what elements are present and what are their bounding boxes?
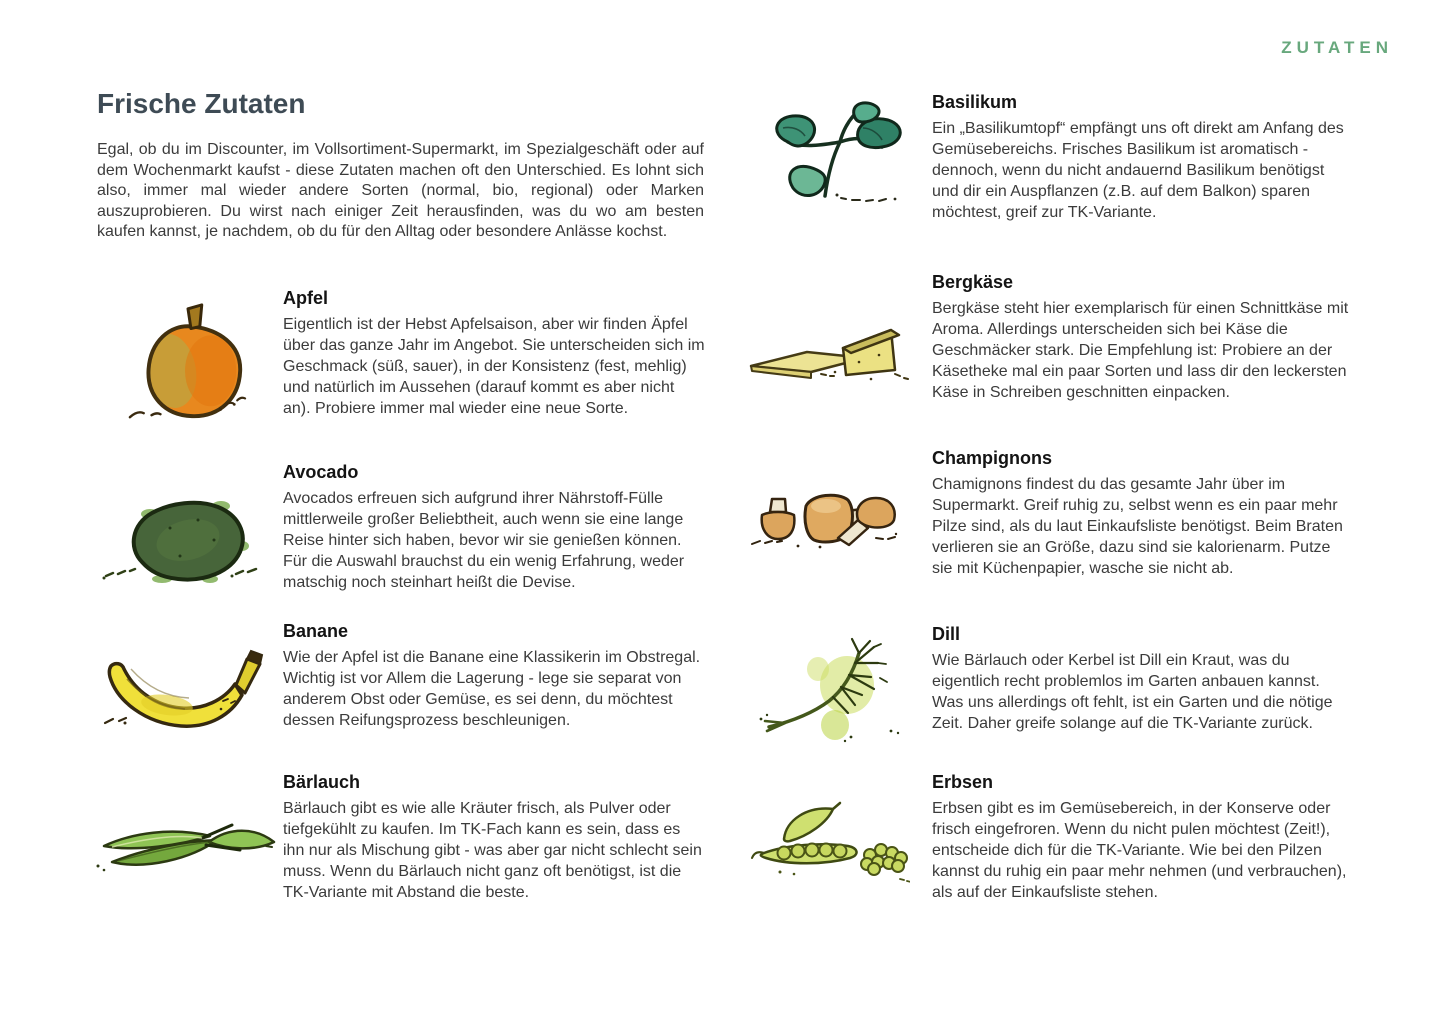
entry-text: Avocados erfreuen sich aufgrund ihrer Nährstoff-Fülle mittlerweile großer Beliebtheit, auch wenn sie eine lange Reise hinter sich haben, bevor wir sie genießen können. Für die Auswahl brauchst du ein wenig Erfahrung, weder matschig noch steinhart heißt die Devise.	[283, 490, 685, 591]
page-header-label: ZUTATEN	[1281, 38, 1393, 57]
entry-text: Wie der Apfel ist die Banane eine Klassikerin im Obstregal. Wichtig ist vor Allem die Lagerung - lege sie separat von anderem Obst oder Gemüse, es sei denn, du möchtest dessen Reifungsprozess beschleunigen.	[283, 649, 701, 729]
entry-text: Erbsen gibt es im Gemüsebereich, in der Konserve oder frisch eingefroren. Wenn du nicht pulen möchtest (Zeit!), entscheide dich für die TK-Variante. Wie bei den Pilzen kannst du ruhig ein paar mehr nehmen (und verbrauchen), als auf der Einkaufsliste stehen.	[932, 800, 1347, 901]
entry-title: Dill	[932, 624, 961, 644]
entry-text: Chamignons findest du das gesamte Jahr über im Supermarkt. Greif ruhig zu, selbst wenn es ein paar mehr Pilze sind, als du laut Einkaufsliste benötigst. Beim Braten verlieren sie an Größe, dazu sind sie kalorienarm. Putze sie mit Küchenpapier, wasche sie nicht ab.	[932, 476, 1343, 577]
entry-apfel	[283, 288, 705, 419]
cheese-illustration-icon	[745, 310, 915, 390]
entry-avocado	[283, 462, 705, 593]
entry-bergkaese	[932, 272, 1352, 403]
entry-title: Champignons	[932, 448, 1052, 468]
banana-illustration-icon	[95, 635, 265, 735]
entry-text: Eigentlich ist der Hebst Apfelsaison, aber wir finden Äpfel über das ganze Jahr im Angebot. Sie unterscheiden sich im Geschmack (süß, sauer), in der Konsistenz (fest, mehlig) und natürlich im Aussehen (darauf kommt es aber nicht an). Probiere immer mal wieder eine neue Sorte.	[283, 316, 705, 417]
entry-erbsen	[932, 772, 1352, 903]
entry-champignons	[932, 448, 1352, 579]
entry-title: Avocado	[283, 462, 359, 482]
entry-title: Erbsen	[932, 772, 994, 792]
entry-banane	[283, 621, 705, 731]
basil-illustration-icon	[755, 100, 905, 210]
intro-paragraph: Egal, ob du im Discounter, im Vollsortiment-Supermarkt, im Spezialgeschäft oder auf dem Wochenmarkt kaufst - diese Zutaten machen oft den Unterschied. Es lohnt sich also, immer mal wieder andere Sorten (normal, bio, regional) oder Marken auszuprobieren. Du wirst nach einiger Zeit herausfinden, was du wo am besten kaufen kannst, je nachdem, ob du für den Alltag oder besondere Anlässe kochst.	[97, 141, 704, 241]
entry-title: Basilikum	[932, 92, 1018, 112]
avocado-illustration-icon	[100, 480, 270, 590]
entry-basilikum	[932, 92, 1352, 223]
entry-title: Banane	[283, 621, 349, 641]
entry-title: Bergkäse	[932, 272, 1014, 292]
dill-illustration-icon	[755, 633, 905, 745]
page-title: Frische Zutaten	[97, 88, 306, 119]
entry-baerlauch	[283, 772, 705, 903]
entry-text: Bergkäse steht hier exemplarisch für einen Schnittkäse mit Aroma. Allerdings unterscheiden sich bei Käse die Geschmäcker stark. Die Empfehlung ist: Probiere an der Käsetheke mal ein paar Sorten und lass dir den leckersten Käse in Schreiben geschnitten einpacken.	[932, 300, 1349, 401]
entry-title: Apfel	[283, 288, 328, 308]
wild-garlic-illustration-icon	[90, 800, 280, 880]
entry-text: Ein „Basilikumtopf“ empfängt uns oft direkt am Anfang des Gemüsebereichs. Frisches Basilikum ist aromatisch - dennoch, wenn du nicht andauernd Basilikum benötigst und dir ein Auspflanzen (z.B. auf dem Balkon) sparen möchtest, greif zur TK-Variante.	[932, 120, 1344, 221]
entry-text: Bärlauch gibt es wie alle Kräuter frisch, als Pulver oder tiefgekühlt zu kaufen. Im TK-Fach kann es sein, dass es ihn nur als Mischung gibt - was aber gar nicht schlecht sein muss. Wenn du Bärlauch nicht ganz oft benötigst, ist die TK-Variante mit Abstand die beste.	[283, 800, 702, 901]
mushrooms-illustration-icon	[750, 478, 900, 550]
apple-illustration-icon	[108, 298, 266, 426]
entry-text: Wie Bärlauch oder Kerbel ist Dill ein Kraut, was du eigentlich recht problemlos im Garten anbauen kannst. Was uns allerdings oft fehlt, ist ein Garten und die nötige Zeit. Daher greife solange auf die TK-Variante zurück.	[932, 652, 1333, 732]
entry-dill	[932, 624, 1352, 734]
peas-illustration-icon	[750, 795, 910, 885]
entry-title: Bärlauch	[283, 772, 361, 792]
